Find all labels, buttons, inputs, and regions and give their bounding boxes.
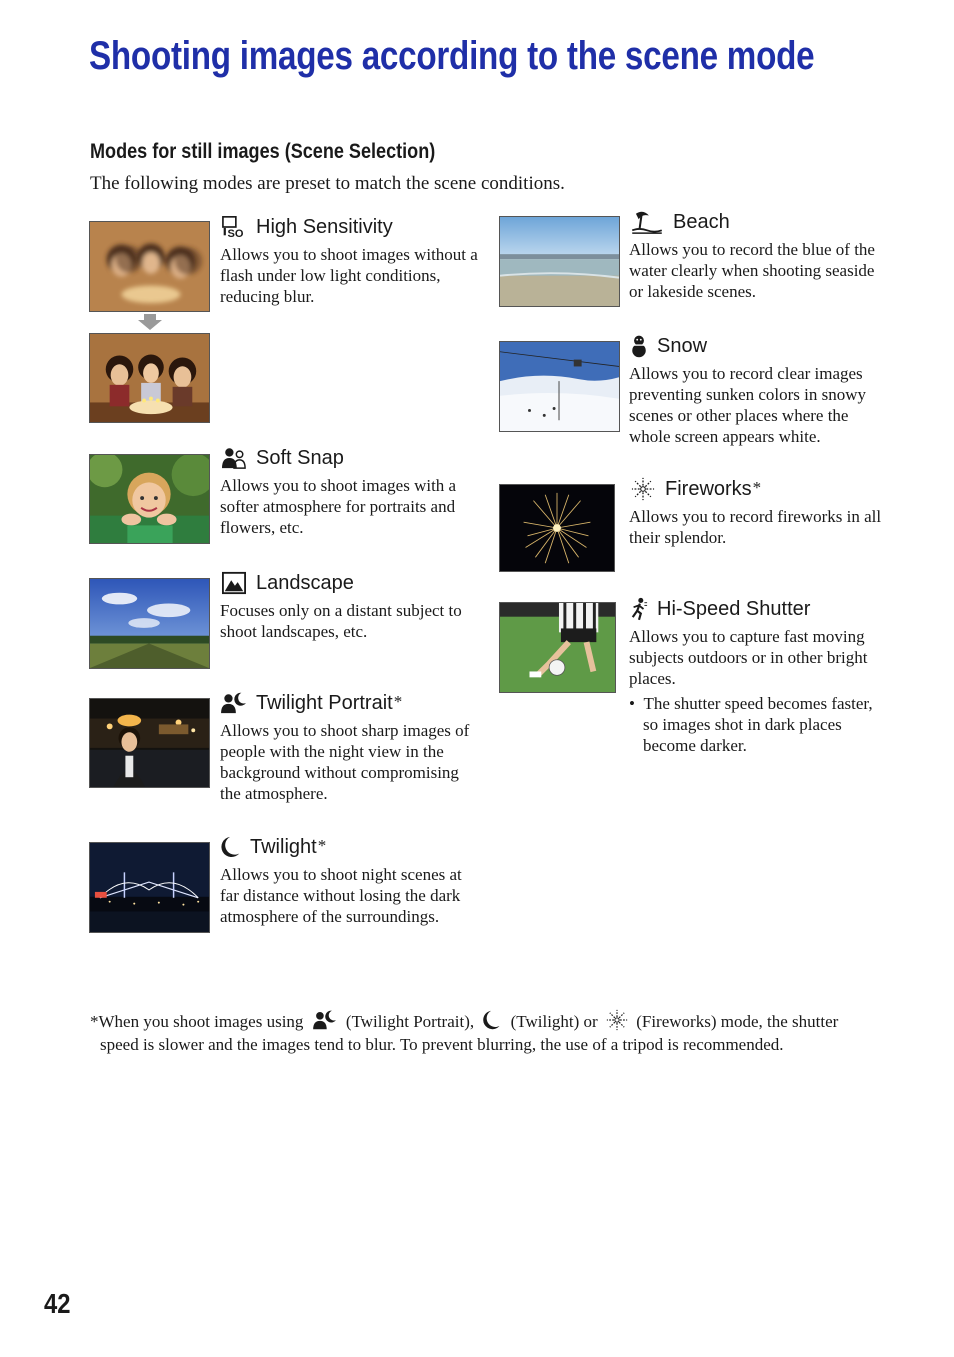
mode-description: Allows you to capture fast moving subjects outdoors or in other bright places.: [629, 627, 868, 688]
photo-beach: [499, 216, 620, 307]
mode-name: Beach: [673, 210, 730, 233]
photo-soft-snap: [89, 454, 210, 544]
landscape-icon: [220, 570, 248, 596]
footnote-text-4: (Fireworks) mode, the shutter: [636, 1012, 839, 1031]
mode-snow: [629, 333, 889, 447]
mode-name: Twilight Portrait: [256, 691, 393, 714]
fireworks-icon: [606, 1009, 628, 1031]
mode-high-sensitivity: [220, 214, 480, 307]
asterisk: *: [317, 835, 327, 855]
mode-name: Soft Snap: [256, 446, 344, 469]
twilight-portrait-icon: [220, 690, 248, 716]
bullet-text: The shutter speed becomes faster, so images shot in dark places become darker.: [643, 694, 873, 755]
mode-description: Allows you to record fireworks in all their splendor.: [629, 507, 882, 547]
mode-description: Allows you to record the blue of the water clearly when shooting seaside or lakeside scenes.: [629, 240, 875, 301]
mode-name: High Sensitivity: [256, 215, 393, 238]
mode-name: Landscape: [256, 571, 354, 594]
mode-beach: [629, 209, 889, 302]
intro-text: The following modes are preset to match the scene conditions.: [90, 173, 565, 194]
footnote-text-2: (Twilight Portrait),: [345, 1012, 475, 1031]
footnote-text-1: When you shoot images using: [98, 1012, 304, 1031]
asterisk: *: [752, 477, 762, 497]
photo-landscape: [89, 578, 210, 669]
runner-icon: [629, 596, 649, 622]
mode-name: Twilight: [250, 835, 317, 858]
mode-twilight: [220, 834, 480, 927]
photo-snow: [499, 341, 620, 432]
mode-hi-speed-shutter: [629, 596, 889, 756]
mode-name: Hi-Speed Shutter: [657, 597, 811, 620]
iso-icon: [220, 214, 248, 240]
arrow-down-icon: [138, 314, 162, 330]
twilight-portrait-icon: [312, 1009, 338, 1031]
soft-snap-icon: [220, 445, 248, 471]
photo-fireworks: [499, 484, 615, 572]
snowman-icon: [629, 333, 649, 359]
footnote: [90, 1009, 890, 1056]
moon-icon: [482, 1009, 502, 1031]
moon-icon: [220, 834, 242, 860]
beach-icon: [629, 209, 665, 235]
footnote-text-3: (Twilight) or: [510, 1012, 598, 1031]
mode-name: Snow: [657, 334, 708, 357]
asterisk: *: [393, 691, 403, 711]
photo-high-sensitivity-blurred: [89, 221, 210, 312]
mode-description: Allows you to shoot sharp images of people with the night view in the background without compromising the atmosphere.: [220, 721, 470, 803]
photo-hi-speed-shutter: [499, 602, 616, 693]
bullet-mark: •: [629, 694, 635, 713]
footnote-asterisk: *: [90, 1012, 99, 1031]
page-number: 42: [44, 1288, 71, 1319]
mode-fireworks: [629, 476, 889, 548]
fireworks-icon: [629, 476, 657, 502]
mode-description: Allows you to shoot images with a softer atmosphere for portraits and flowers, etc.: [220, 476, 457, 537]
mode-twilight-portrait: [220, 690, 480, 804]
photo-twilight-portrait: [89, 698, 210, 788]
mode-landscape: [220, 570, 480, 642]
mode-description: Focuses only on a distant subject to shoot landscapes, etc.: [220, 601, 462, 641]
page-title: Shooting images according to the scene mode: [89, 34, 815, 78]
mode-description: Allows you to shoot night scenes at far distance without losing the dark atmosphere of the surroundings.: [220, 865, 462, 926]
footnote-line-2: speed is slower and the images tend to blur. To prevent blurring, the use of a tripod is recommended.: [100, 1035, 784, 1054]
photo-high-sensitivity-sharp: [89, 333, 210, 423]
section-title: Modes for still images (Scene Selection): [90, 140, 436, 163]
mode-description: Allows you to record clear images preventing sunken colors in snowy scenes or other places where the whole screen appears white.: [629, 364, 867, 446]
mode-name: Fireworks: [665, 477, 752, 500]
svg-text:SO: SO: [227, 228, 244, 239]
mode-description: Allows you to shoot images without a flash under low light conditions, reducing blur.: [220, 245, 478, 306]
photo-twilight: [89, 842, 210, 933]
bullet-note: [629, 693, 889, 756]
mode-soft-snap: [220, 445, 480, 538]
